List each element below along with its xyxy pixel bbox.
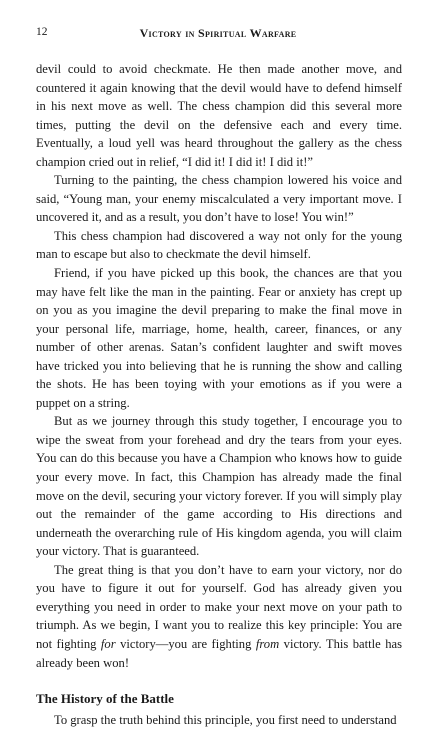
paragraph: This chess champion had discovered a way not only for the young man to escape but also to checkmate the devil himself.: [36, 228, 402, 262]
paragraph-final: To grasp the truth behind this principle, you first need to understand: [54, 712, 397, 727]
page-number: 12: [36, 26, 48, 38]
paragraph: But as we journey through this study together, I encourage you to wipe the sweat from your forehead and dry the tears from your eyes. You can do this because you have a Champion who knows how to guide your every move. In fact, this Champion has already made the final move on the devil, securing your victory forever. If you will simply play out the remainder of the game according to His directions and underneath the overarching rule of His kingdom agenda, you will claim your victory. That is guaranteed.: [36, 414, 402, 559]
paragraph: Friend, if you have picked up this book, the chances are that you may have felt like the man in the painting. Fear or anxiety has crept up on you as you imagine the devil preparing to make the final move in your personal life, marriage, home, health, career, finances, or any number of other arenas. Satan’s confident laughter and swift moves have tricked you into believing that he is running the show and calling the shots. He has been toying with your emotions as if you were a puppet on a string.: [36, 266, 402, 410]
text-run: victory. This battle has already been won!: [36, 636, 402, 670]
page-header: [36, 26, 400, 42]
paragraph-continued: devil could to avoid checkmate. He then made another move, and countered it again knowing that the devil would have to defend himself in his next move as well. The chess champion did this several more times, putting the devil on the defensive each and every time. Eventually, a loud yell was heard throughout the gallery as the chess champion cried out in relief, “I did it! I did it! I did it!”: [36, 62, 402, 169]
section-heading: The History of the Battle: [36, 691, 174, 707]
emphasis-from: from: [255, 636, 280, 651]
running-head: Victory in Spiritual Warfare: [139, 26, 297, 40]
text-run: The great thing is that you don’t have to earn your victory, nor do you have to figure it out for yourself. God has already given you everything you need in order to make your next move on your path to triumph. As we begin, I want you to realize this key principle: You are not fighting: [36, 562, 402, 651]
text-run: victory—you are fighting: [115, 636, 256, 651]
paragraph: Turning to the painting, the chess champion lowered his voice and said, “Young man, your enemy miscalculated a very important move. I uncovered it, and as a result, you don’t have to lose! You win!”: [36, 173, 402, 225]
emphasis-for: for: [100, 636, 116, 651]
body-text: [36, 60, 402, 729]
paragraph-key-principle: [36, 561, 402, 672]
